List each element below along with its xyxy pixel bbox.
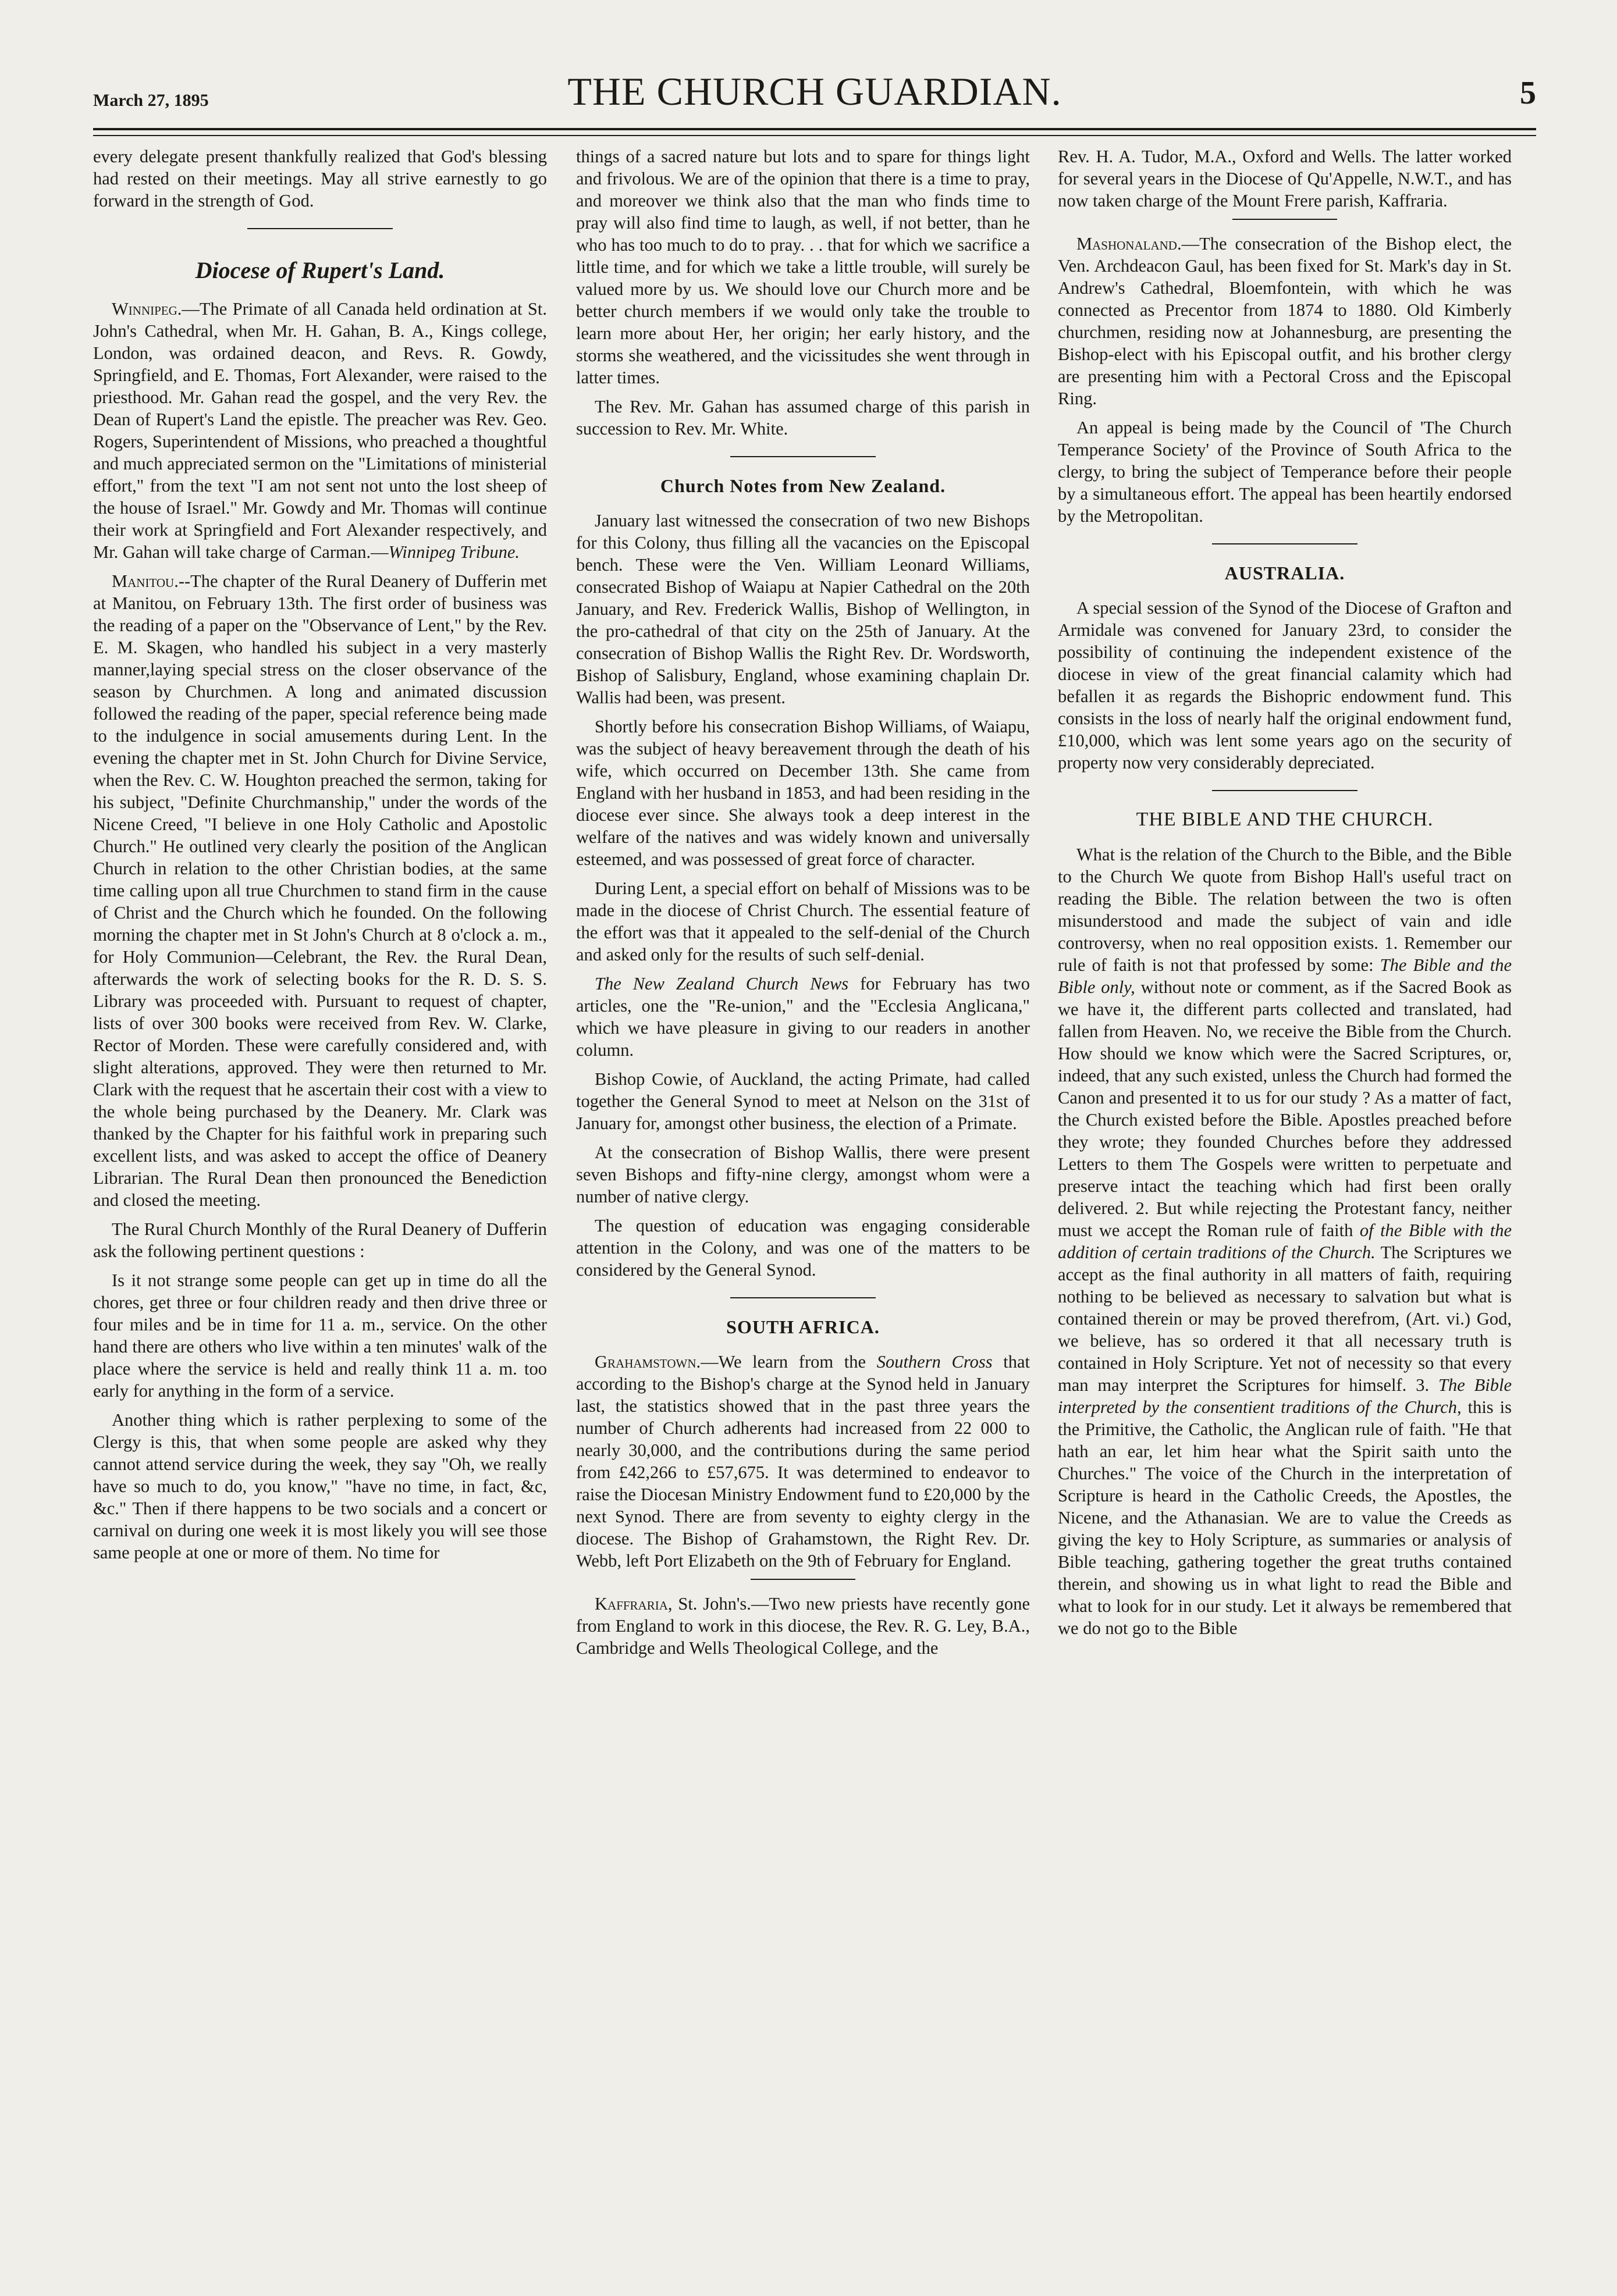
- heading-bible-and-church: THE BIBLE AND THE CHURCH.: [1136, 809, 1434, 830]
- tudor-paragraph: Rev. H. A. Tudor, M.A., Oxford and Wells. The latter worked for several years in the Diocese of Qu'Appelle, N.W.T., and has now taken charge of the Mount Frere parish, Kaffraria.: [1058, 147, 1512, 211]
- monthly-paragraph: The Rural Church Monthly of the Rural Deanery of Dufferin ask the following pertinent questions :: [93, 1219, 547, 1261]
- nz-news-title: The New Zealand Church News: [595, 974, 849, 994]
- column-2: [576, 145, 1030, 2274]
- column-3: [1058, 145, 1512, 2274]
- mashonaland-paragraph: Mashonaland.—The consecration of the Bishop elect, the Ven. Archdeacon Gaul, has been fixed for St. Mark's day in St. Andrew's Cathedral, Bloemfontein, with which he was connected as Precentor from 1874 to 1880. Old Kimberly churchmen, residing now at Johannesburg, are presenting the Bishop-elect with his Episcopal outfit, and his brother clergy are presenting him with a Pectoral Cross and the Episcopal Ring.: [1058, 234, 1512, 408]
- appeal-paragraph: An appeal is being made by the Council of 'The Church Temperance Society' of the Province of South Africa to the clergy, to bring the subject of Temperance before their people by a simultaneous effort. The appeal has been heartily endorsed by the Metropolitan.: [1058, 418, 1512, 526]
- grahamstown-paragraph: Grahamstown.—We learn from the Southern Cross that according to the Bishop's charge at the Synod held in January last, the statistics showed that in the past three years the number of Church adherents had increased from 22 000 to nearly 30,000, and the contributions during the same period from £42,266 to £57,675. It was determined to endeavor to raise the Diocesan Ministry Endowment fund to £20,000 by the next Synod. There are from seventy to eighty clergy in the diocese. The Bishop of Grahamstown, the Right Rev. Dr. Webb, left Port Elizabeth on the 9th of February for England.: [576, 1352, 1030, 1571]
- section-rule: [1232, 219, 1337, 220]
- masthead: [93, 69, 1536, 127]
- nz-paragraph: Shortly before his consecration Bishop Williams, of Waiapu, was the subject of heavy bereavement through the death of his wife, which occurred on December 13th. She came from England with her husband in 1853, and had been residing in the diocese ever since. She always took a deep interest in the welfare of the natives and was widely known and universally esteemed, and was possessed of great force of character.: [576, 717, 1030, 869]
- heading-australia: AUSTRALIA.: [1224, 563, 1345, 583]
- intro-paragraph: every delegate present thankfully realized that God's blessing had rested on their meetings. May all strive earnestly to go forward in the strength of God.: [93, 147, 547, 211]
- column-1: [93, 145, 547, 2274]
- winnipeg-paragraph: [93, 298, 547, 563]
- winnipeg-body: —The Primate of all Canada held ordination at St. John's Cathedral, when Mr. H. Gahan, B. A., Kings college, London, was ordained deacon, and Revs. R. Gowdy, Springfield, and E. Thomas, Fort Alexander, were raised to the priesthood. Mr. Gahan read the gospel, and the very Rev. the Dean of Rupert's Land the epistle. The preacher was Rev. Geo. Rogers, Superintendent of Missions, who preached a thoughtful and much appreciated sermon on the "Limitations of ministerial effort," from the text "I am not sent not unto the lost sheep of the house of Israel." Mr. Gowdy and Mr. Thomas will continue their work at Springfield and Fort Alexander respectively, and Mr. Gahan will take charge of Carman.—: [93, 299, 547, 562]
- issue-date: March 27, 1895: [93, 91, 209, 110]
- another-paragraph: Another thing which is rather perplexing to some of the Clergy is this, that when some people are asked why they cannot attend service during the week, they say "Oh, we really have so much to do, you know," "have no time, in fact, &c, &c." Then if there happens to be two socials and a concert or carnival on during one week it is most likely you will see those same people at one or more of them. No time for: [93, 1410, 547, 1562]
- section-rule: [730, 1297, 876, 1298]
- manitou-body: --The chapter of the Rural Deanery of Dufferin met at Manitou, on February 13th. The first order of business was the reading of a paper on the "Observance of Lent," by the Rev. E. M. Skagen, who handled his subject in a very masterly manner,laying special stress on the closer observance of the season by Churchmen. A long and animated discussion followed the reading of the paper, special reference being made to the indulgence in social amusements during Lent. In the evening the chapter met in St. John Church for Divine Service, when the Rev. C. W. Houghton preached the sermon, taking for his subject, "Definite Churchmanship," under the words of the Nicene Creed, "I believe in one Holy Catholic and Apostolic Church." He outlined very clearly the position of the Anglican Church in relation to the other Christian bodies, at the same time calling upon all true Churchmen to stand firm in the cause of Christ and the Church which he founded. On the following morning the chapter met in St John's Church at 8 o'clock a. m., for Holy Communion—Celebrant, the Rev. the Rural Dean, afterwards the work of selecting books for the R. D. S. S. Library was proceeded with. Pursuant to request of chapter, lists of over 300 books were received from Rev. W. Clarke, Rector of Morden. These were carefully considered and, with slight alterations, approved. They were then returned to Mr. Clark with the request that he ascertain their cost with a view to the whole being purchased by the Deanery. Mr. Clark was thanked by the Chapter for his faithful work in preparing such excellent lists, and was asked to accept the office of Deanery Librarian. The Rural Dean then pronounced the Benediction and closed the meeting.: [93, 571, 547, 1210]
- gahan-paragraph: The Rev. Mr. Gahan has assumed charge of this parish in succession to Rev. Mr. White.: [576, 397, 1030, 439]
- nz-paragraph: Bishop Cowie, of Auckland, the acting Primate, had called together the General Synod to meet at Nelson on the 31st of January for, amongst other business, the election of a Primate.: [576, 1069, 1030, 1133]
- manitou-paragraph: [93, 570, 547, 1211]
- continued-paragraph: things of a sacred nature but lots and to spare for things light and frivolous. We are of the opinion that there is a time to pray, and moreover we think also that the man who finds time to pray will also find time to laugh, as well, if not better, than he who has too much to do to pray. . . that for which we sacrifice a little time, and for which we take a little trouble, will surely be valued more by us. We should love our Church more and be better church members if we would only take the trouble to learn more about Her, her origin; her early history, and the storms she weathered, and the vicissitudes she went through in latter times.: [576, 147, 1030, 387]
- nz-paragraph: The New Zealand Church News for February has two articles, one the "Re-union," and the "Ecclesia Anglicana," which we have pleasure in giving to our readers in another column.: [576, 974, 1030, 1060]
- heading-new-zealand: Church Notes from New Zealand.: [660, 475, 946, 496]
- section-rule: [247, 228, 393, 229]
- nz-paragraph: The question of education was engaging considerable attention in the Colony, and was one of the matters to be considered by the General Synod.: [576, 1216, 1030, 1280]
- nz-paragraph: At the consecration of Bishop Wallis, there were present seven Bishops and fifty-nine clergy, amongst whom were a number of native clergy.: [576, 1142, 1030, 1206]
- heading-south-africa: SOUTH AFRICA.: [726, 1316, 880, 1337]
- section-rule: [1212, 790, 1357, 791]
- kaffraria-paragraph: Kaffraria, St. John's.—Two new priests have recently gone from England to work in this diocese, the Rev. R. G. Ley, B.A., Cambridge and Wells Theological College, and the: [576, 1594, 1030, 1658]
- page-number: 5: [1520, 75, 1536, 111]
- masthead-rule: [93, 128, 1536, 130]
- nz-paragraph: During Lent, a special effort on behalf of Missions was to be made in the diocese of Christ Church. The essential feature of the effort was that it appealed to the self-denial of the Church and asked only for the results of such self-denial.: [576, 878, 1030, 964]
- manitou-lead: Manitou.: [112, 571, 179, 591]
- newspaper-title: THE CHURCH GUARDIAN.: [567, 69, 1062, 113]
- section-rule: [1212, 543, 1357, 544]
- strange-paragraph: Is it not strange some people can get up in time do all the chores, get three or four children ready and then drive three or four miles and be in time for 11 a. m., service. On the other hand there are others who live within a ten minutes' walk of the place where the service is held and really think 11 a. m. too early for anything in the form of a service.: [93, 1270, 547, 1401]
- winnipeg-lead: Winnipeg.: [112, 299, 182, 319]
- heading-diocese-ruperts-land: Diocese of Rupert's Land.: [195, 257, 445, 283]
- section-rule: [751, 1579, 855, 1580]
- section-rule: [730, 456, 876, 457]
- masthead-rule-thin: [93, 135, 1536, 136]
- australia-paragraph: A special session of the Synod of the Diocese of Grafton and Armidale was convened for January 23rd, to consider the possibility of continuing the independent existence of the diocese in view of the great financial calamity which had befallen it as regards the Bishopric endowment fund. This consists in the loss of nearly half the original endowment fund, £10,000, which was lent some years ago on the security of property now very considerably depreciated.: [1058, 598, 1512, 773]
- winnipeg-source: Winnipeg Tribune.: [388, 542, 520, 562]
- nz-paragraph: January last witnessed the consecration of two new Bishops for this Colony, thus filling all the vacancies on the Episcopal bench. These were the Ven. William Leonard Williams, consecrated Bishop of Waiapu at Napier Cathedral on the 20th January, and Rev. Frederick Wallis, Bishop of Wellington, in the pro-cathedral of that city on the 25th of January. At the consecration of Bishop Wallis the Right Rev. Dr. Wordsworth, Bishop of Salisbury, England, whose examining chaplain Dr. Wallis had been, was present.: [576, 511, 1030, 707]
- bible-paragraph: What is the relation of the Church to the Bible, and the Bible to the Church We quote from Bishop Hall's useful tract on reading the Bible. The relation between the two is often misunderstood and made the subject of vain and idle controversy, when no real opposition exists. 1. Remember our rule of faith is not that professed by some: The Bible and the Bible only, without note or comment, as if the Sacred Book as we have it, the different parts collected and translated, had fallen from Heaven. No, we receive the Bible from the Church. How should we know which were the Sacred Scriptures, or, indeed, that any such existed, unless the Church had formed the Canon and presented it to us for our study ? As a matter of fact, the Church existed before the Bible. Apostles preached before they wrote; they founded Churches before they addressed Letters to them The Gospels were written to perpetuate and preserve intact the teaching which had first been orally delivered. 2. But while rejecting the Protestant fancy, neither must we accept the Roman rule of faith of the Bible with the addition of certain traditions of the Church. The Scriptures we accept as the final authority in all matters of faith, requiring nothing to be believed as necessary to salvation but what is contained therein or may be proved therefrom, (Art. vi.) God, we believe, has so ordered it that all necessary truth is contained in Holy Scripture. Yet not of necessity so that every man may interpret the Scriptures for himself. 3. The Bible interpreted by the consentient traditions of the Church, this is the Primitive, the Catholic, the Anglican rule of faith. "He that hath an ear, let him hear what the Spirit saith unto the Churches." The voice of the Church in the interpretation of Scripture is heard in the Catholic Creeds, the Apostles, the Nicene, and the Athanasian. We are to value the Creeds as giving the key to Holy Scripture, as summaries or analysis of Bible teaching, gathering together the great truths contained therein, and showing us in what light to read the Bible and what to look for in our study. Let it always be remembered that we do not go to the Bible: [1058, 845, 1512, 1638]
